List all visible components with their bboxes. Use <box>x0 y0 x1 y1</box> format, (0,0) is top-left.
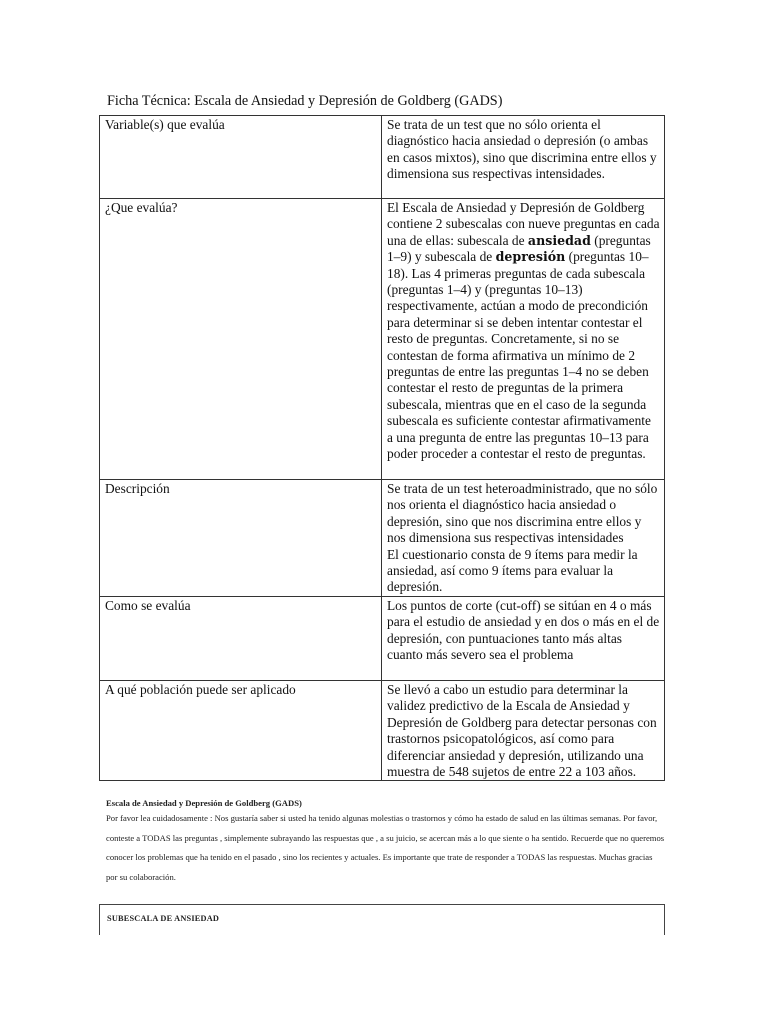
row-label: Variable(s) que evalúa <box>100 116 382 199</box>
row-value <box>382 480 665 597</box>
section-title: Escala de Ansiedad y Depresión de Goldberg (GADS) <box>106 798 302 808</box>
value-paragraph: El cuestionario consta de 9 ítems para medir la ansiedad, así como 9 ítems para evaluar la depresión. <box>387 546 638 595</box>
value-paragraph: Se trata de un test heteroadministrado, que no sólo nos orienta el diagnóstico hacia ansiedad o depresión, sino que nos discrimina entre ellos y nos dimensiona sus respectivas intensidades <box>387 481 658 546</box>
row-label: Como se evalúa <box>100 597 382 681</box>
value-text: El Escala de Ansiedad y Depresión de Goldberg contiene 2 subescalas con nueve preguntas en cada una de ellas: subescala de <box>387 200 660 248</box>
table-row <box>100 116 665 199</box>
row-value: Los puntos de corte (cut-off) se sitúan en 4 o más para el estudio de ansiedad y en dos o más en el de depresión, con puntuaciones tanto más altas cuanto más severo sea el problema <box>382 597 665 681</box>
row-value: Se trata de un test que no sólo orienta el diagnóstico hacia ansiedad o depresión (o ambas en casos mixtos), sino que discrimina entre ellos y dimensiona sus respectivas intensidades. <box>382 116 665 199</box>
subscale-box <box>99 904 665 935</box>
row-value <box>382 199 665 480</box>
technical-sheet-table <box>99 115 665 781</box>
subscale-label: SUBESCALA DE ANSIEDAD <box>107 914 220 923</box>
bold-term-depression: depresión <box>495 249 566 265</box>
page-title: Ficha Técnica: Escala de Ansiedad y Depresión de Goldberg (GADS) <box>107 93 503 109</box>
value-text: (preguntas 1–9) y subescala de <box>387 232 651 265</box>
section-intro: Por favor lea cuidadosamente : Nos gustaría saber si usted ha tenido algunas molestias o trastornos y cómo ha estado de salud en las últimas semanas. Por favor, conteste a TODAS las preguntas , simplemente subrayando las respuestas que , a su juicio, se acercan más a lo que siente o ha sentido. Recuerde que no queremos conocer los problemas que ha tenido en el pasado , sino los recientes y actuales. Es importante que trate de responder a TODAS las respuestas. Muchas gracias por su colaboración. <box>106 813 665 882</box>
table-row <box>100 199 665 480</box>
value-text: (preguntas 10–18). Las 4 primeras preguntas de cada subescala (preguntas 1–4) y (preguntas 10–13) respectivamente, actúan a modo de precondición para determinar si se deben intentar contestar el resto de preguntas. Concretamente, si no se contestan de forma afirmativa un mínimo de 2 preguntas de entre las preguntas 1–4 no se deben contestar el resto de preguntas de la primera subescala, mientras que en el caso de la segunda subescala es suficiente contestar afirmativamente a una pregunta de entre las preguntas 10–13 para poder proceder a contestar el resto de preguntas. <box>387 249 651 462</box>
bold-term-anxiety: ansiedad <box>527 232 591 248</box>
row-label: Descripción <box>100 480 382 597</box>
table-row <box>100 597 665 681</box>
table-row <box>100 681 665 781</box>
row-value: Se llevó a cabo un estudio para determinar la validez predictivo de la Escala de Ansiedad y Depresión de Goldberg para detectar personas con trastornos psicopatológicos, así como para diferenciar ansiedad y depresión, utilizando una muestra de 548 sujetos de entre 22 a 103 años. <box>382 681 665 781</box>
table-row <box>100 480 665 597</box>
row-label: A qué población puede ser aplicado <box>100 681 382 781</box>
row-label: ¿Que evalúa? <box>100 199 382 480</box>
